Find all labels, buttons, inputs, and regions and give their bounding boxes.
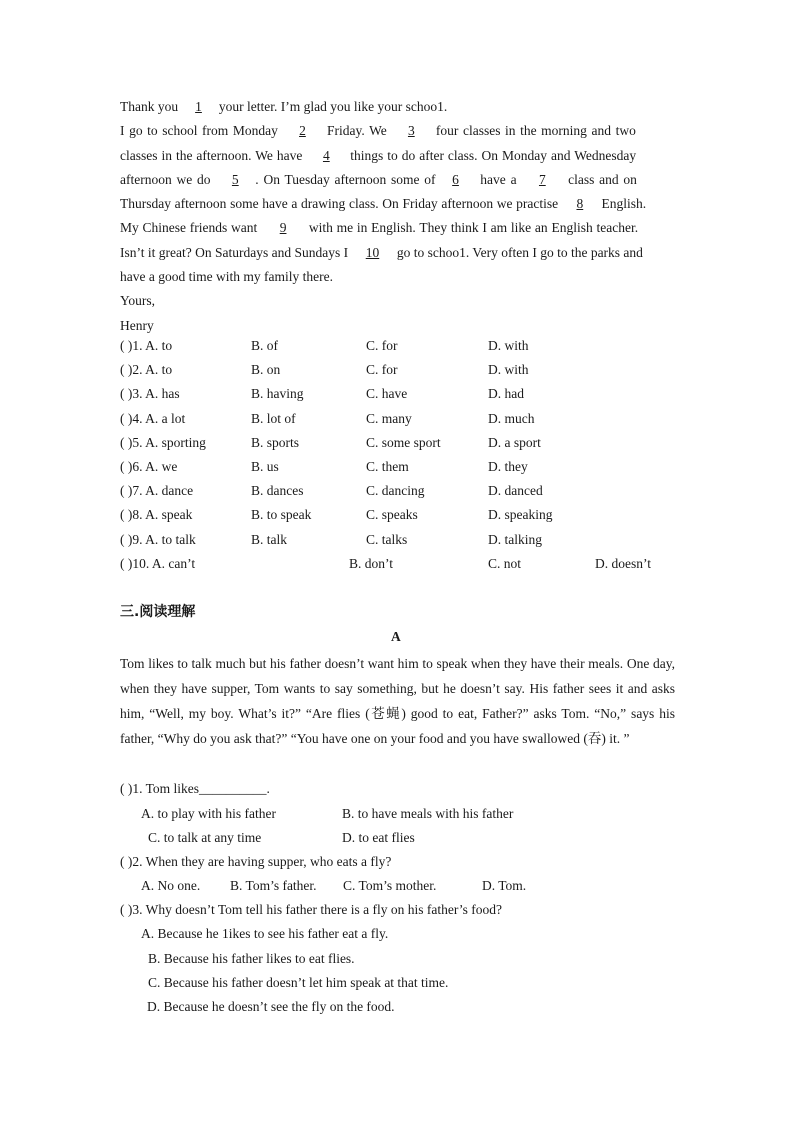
blank-2[interactable]: 2 — [299, 123, 306, 139]
option-d[interactable]: D. with — [488, 362, 529, 378]
blank-8[interactable]: 8 — [576, 196, 584, 212]
cloze-question-row — [120, 334, 680, 358]
option-a[interactable]: A. Because he 1ikes to see his father eat a fly. — [141, 926, 389, 941]
option-d[interactable]: D. speaking — [488, 507, 553, 523]
text: class and on — [563, 171, 637, 187]
text: go to schoo1. Very often I go to the parks and — [393, 244, 643, 260]
blank-10[interactable]: 10 — [365, 244, 380, 260]
option-d[interactable]: D. Tom. — [482, 878, 527, 893]
option-c[interactable]: C. Tom’s mother. — [343, 878, 437, 893]
option-d[interactable]: D. with — [488, 338, 529, 353]
reading-question-1: ( )1. Tom likes__________. — [120, 781, 270, 796]
passage-label: A — [391, 629, 401, 644]
reading-q2-options — [120, 874, 680, 898]
option-b[interactable]: B. on — [251, 362, 281, 378]
blank-7[interactable]: 7 — [538, 171, 546, 187]
option-b[interactable]: B. talk — [251, 531, 287, 547]
blank-4[interactable]: 4 — [322, 147, 330, 163]
option-b[interactable]: B. us — [251, 458, 279, 474]
option-b[interactable]: B. to speak — [251, 507, 312, 523]
letter-line-3 — [120, 144, 675, 168]
question-number-option-a[interactable]: ( )10. A. can’t — [120, 555, 196, 571]
text: have a — [475, 171, 522, 187]
option-c[interactable]: C. for — [366, 338, 398, 353]
cloze-question-row — [120, 552, 680, 576]
option-d[interactable]: D. they — [488, 458, 528, 474]
option-b[interactable]: B. sports — [251, 434, 300, 450]
option-b[interactable]: B. having — [251, 386, 304, 402]
option-c[interactable]: C. Because his father doesn’t let him speak at that time. — [148, 975, 449, 990]
text: classes in the afternoon. We have — [120, 147, 307, 163]
option-d[interactable]: D. had — [488, 386, 524, 402]
letter-block — [120, 95, 675, 338]
text: I go to school from Monday — [120, 123, 283, 139]
text: English. — [597, 196, 647, 212]
text: have a good time with my family there. — [120, 269, 333, 285]
option-c[interactable]: C. some sport — [366, 434, 441, 450]
story-text: Tom likes to talk much but his father doesn’t want him to speak when they have their meals. One day, when they have supper, Tom wants to say something, but he doesn’t say. His father sees it and asks him, “Well, my boy. What’s it?” “Are flies (苍蝇) good to eat, Father?” asks Tom. “No,” says his father, “Why do you ask that?” “You have one on your food and you have swallowed (吞) it. ” — [120, 656, 675, 746]
option-d[interactable]: D. danced — [488, 483, 543, 499]
option-c[interactable]: C. many — [366, 410, 412, 426]
cloze-options — [120, 334, 680, 576]
cloze-question-row — [120, 431, 680, 455]
option-c[interactable]: C. not — [488, 555, 522, 571]
question-number-option-a[interactable]: ( )5. A. sporting — [120, 434, 206, 450]
cloze-question-row — [120, 455, 680, 479]
option-a[interactable]: A. to play with his father — [141, 806, 276, 821]
text: Thank you — [120, 99, 182, 114]
cloze-question-row — [120, 358, 680, 382]
option-d[interactable]: D. much — [488, 410, 535, 426]
option-c[interactable]: C. dancing — [366, 483, 425, 499]
option-c[interactable]: C. to talk at any time — [148, 830, 262, 845]
letter-line-7 — [120, 241, 675, 265]
text: your letter. I’m glad you like your schoo1. — [215, 99, 448, 114]
option-b[interactable]: B. of — [251, 338, 278, 353]
option-d[interactable]: D. to eat flies — [342, 830, 415, 845]
option-b[interactable]: B. don’t — [349, 555, 394, 571]
text: Friday. We — [322, 123, 392, 139]
option-c[interactable]: C. have — [366, 386, 408, 402]
reading-q1-options-row1 — [120, 802, 680, 826]
letter-line-1 — [120, 95, 675, 119]
cloze-question-row — [120, 479, 680, 503]
letter-line-2 — [120, 119, 675, 143]
question-number-option-a[interactable]: ( )3. A. has — [120, 386, 180, 402]
letter-closing: Yours, — [120, 293, 156, 309]
text: things to do after class. On Monday and Wednesday — [346, 147, 637, 163]
option-d[interactable]: D. talking — [488, 531, 542, 547]
letter-line-5 — [120, 192, 675, 216]
letter-paragraph — [120, 95, 675, 338]
blank-3[interactable]: 3 — [407, 123, 415, 139]
question-number-option-a[interactable]: ( )2. A. to — [120, 362, 173, 378]
question-number-option-a[interactable]: ( )9. A. to talk — [120, 531, 196, 547]
cloze-question-row — [120, 407, 680, 431]
question-number-option-a[interactable]: ( )6. A. we — [120, 458, 178, 474]
letter-line-4 — [120, 168, 675, 192]
text: four classes in the morning and two — [431, 123, 636, 139]
letter-line-8 — [120, 265, 675, 289]
option-b[interactable]: B. Tom’s father. — [230, 878, 317, 893]
cloze-question-row — [120, 528, 680, 552]
option-b[interactable]: B. dances — [251, 483, 304, 499]
reading-question-2: ( )2. When they are having supper, who eats a fly? — [120, 854, 392, 869]
option-b[interactable]: B. lot of — [251, 410, 296, 426]
option-d[interactable]: D. doesn’t — [595, 555, 651, 571]
cloze-question-row — [120, 382, 680, 406]
blank-9[interactable]: 9 — [279, 220, 287, 236]
text: with me in English. They think I am like an English teacher. — [305, 220, 639, 236]
option-c[interactable]: C. speaks — [366, 507, 418, 523]
text: afternoon we do — [120, 171, 216, 187]
text: My Chinese friends want — [120, 220, 262, 236]
option-b[interactable]: B. to have meals with his father — [342, 806, 514, 821]
section-title: 三.阅读理解 — [120, 604, 196, 620]
question-number-option-a[interactable]: ( )8. A. speak — [120, 507, 193, 523]
option-a[interactable]: A. No one. — [141, 878, 201, 893]
question-number-option-a[interactable]: ( )4. A. a lot — [120, 410, 186, 426]
option-b[interactable]: B. Because his father likes to eat flies. — [148, 951, 355, 966]
question-number-option-a[interactable]: ( )1. A. to — [120, 338, 173, 353]
letter-signature: Henry — [120, 317, 154, 333]
reading-question-3: ( )3. Why doesn’t Tom tell his father there is a fly on his father’s food? — [120, 902, 502, 917]
blank-5[interactable]: 5 — [231, 171, 239, 187]
reading-q1-options-row2 — [120, 826, 680, 850]
option-d[interactable]: D. Because he doesn’t see the fly on the food. — [147, 999, 395, 1014]
option-c[interactable]: C. for — [366, 362, 398, 378]
option-d[interactable]: D. a sport — [488, 434, 541, 450]
option-c[interactable]: C. them — [366, 458, 409, 474]
text: Isn’t it great? On Saturdays and Sundays I — [120, 244, 352, 260]
blank-1[interactable]: 1 — [195, 99, 202, 114]
text: Thursday afternoon some have a drawing class. On Friday afternoon we practise — [120, 196, 562, 212]
cloze-question-row — [120, 503, 680, 527]
question-number-option-a[interactable]: ( )7. A. dance — [120, 483, 194, 499]
letter-line-6 — [120, 216, 675, 240]
blank-6[interactable]: 6 — [452, 171, 459, 187]
option-c[interactable]: C. talks — [366, 531, 408, 547]
text: . On Tuesday afternoon some of — [255, 171, 436, 187]
